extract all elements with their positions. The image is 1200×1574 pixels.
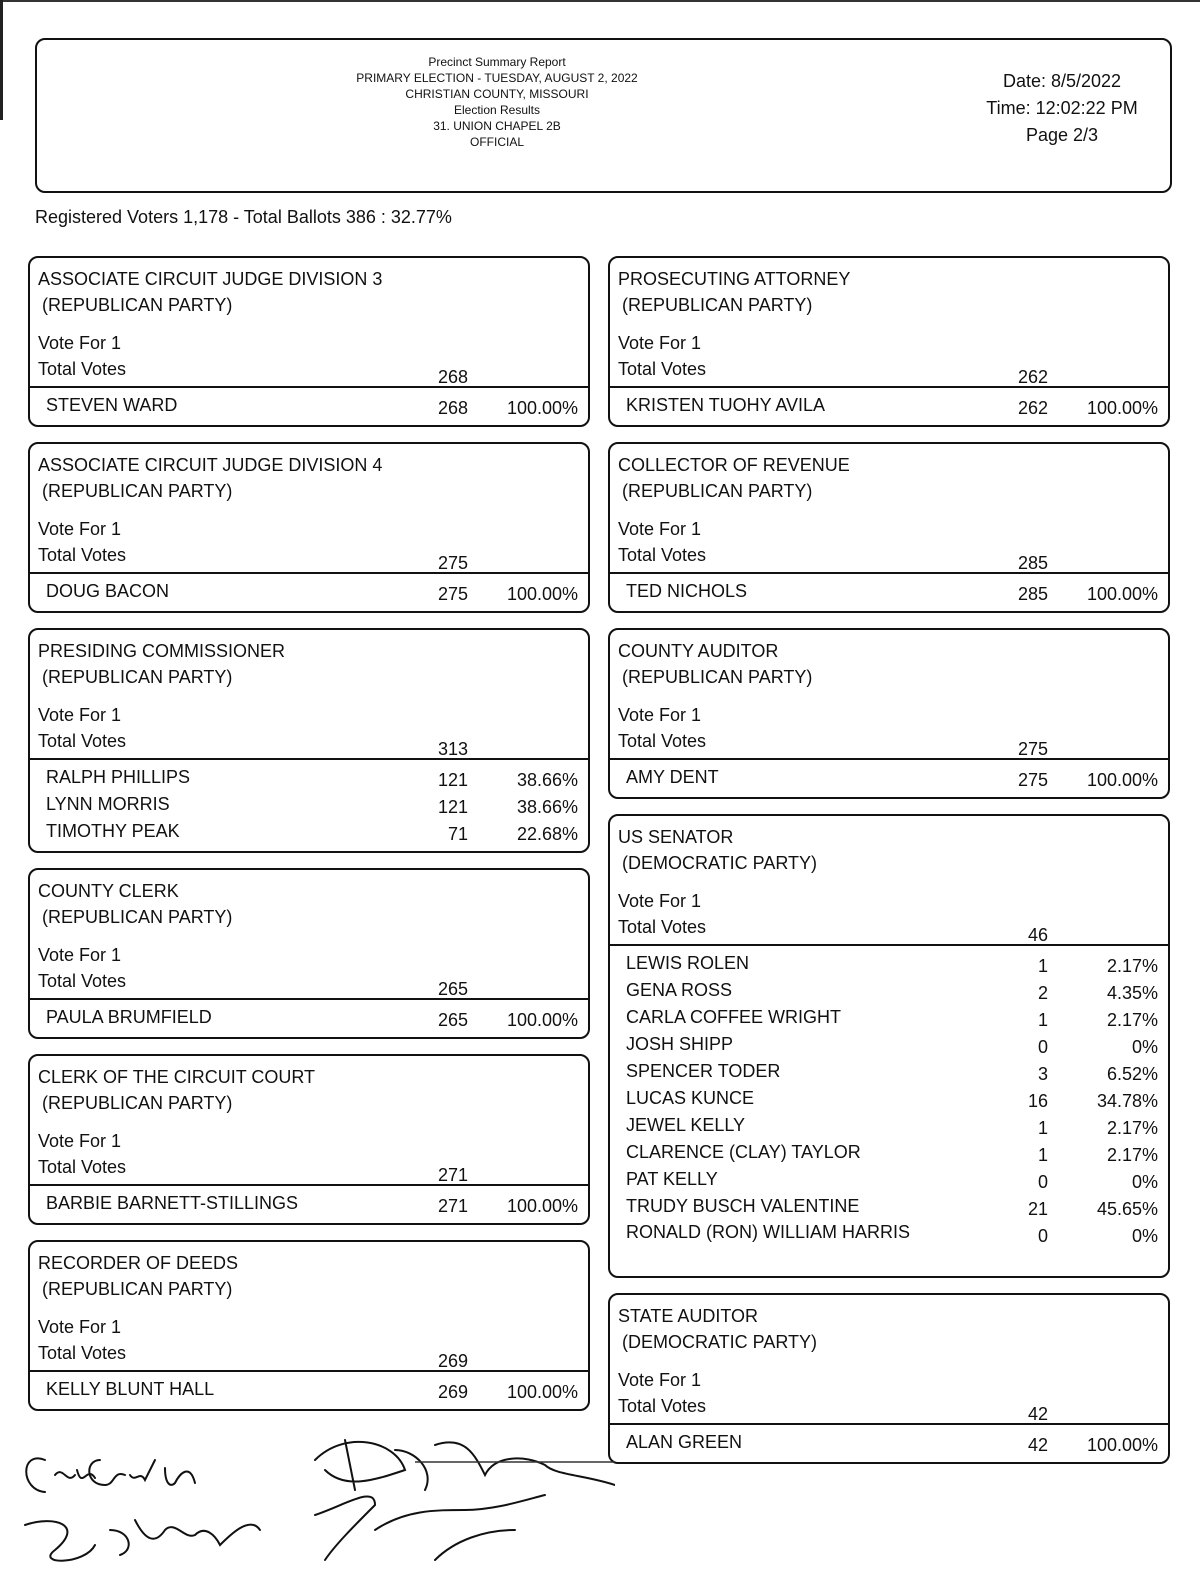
race-party: (REPUBLICAN PARTY) <box>42 481 233 501</box>
total-votes-value: 262 <box>1017 367 1048 387</box>
race-header <box>610 444 1168 572</box>
report-header <box>35 38 1172 193</box>
total-votes-row <box>38 968 580 998</box>
total-votes-value: 42 <box>1027 1404 1048 1424</box>
race-header <box>610 1295 1168 1423</box>
candidate-votes: 1 <box>1037 956 1048 976</box>
candidate-votes: 71 <box>447 824 468 844</box>
candidate-votes: 121 <box>437 797 468 817</box>
candidate-row <box>610 977 1168 1004</box>
race-header <box>30 444 588 572</box>
total-votes-label: Total Votes <box>618 545 707 565</box>
candidate-row <box>610 950 1168 977</box>
race-party: (REPUBLICAN PARTY) <box>622 295 813 315</box>
race-box <box>28 442 590 613</box>
candidate-name: RONALD (RON) WILLIAM HARRIS <box>626 1222 911 1242</box>
top-border-line <box>0 0 1200 6</box>
total-votes-row <box>38 1154 580 1184</box>
candidate-name: DOUG BACON <box>46 581 170 601</box>
candidate-name: KRISTEN TUOHY AVILA <box>626 395 826 415</box>
race-title: PROSECUTING ATTORNEY <box>618 269 851 289</box>
candidate-votes: 0 <box>1037 1037 1048 1057</box>
candidate-votes: 1 <box>1037 1010 1048 1030</box>
total-votes-row <box>618 728 1160 758</box>
candidate-percent: 100.00% <box>506 1382 578 1402</box>
candidate-name: PAT KELLY <box>626 1169 718 1189</box>
candidate-row <box>610 1220 1168 1270</box>
total-votes-label: Total Votes <box>38 731 127 751</box>
total-votes-value: 265 <box>437 979 468 999</box>
candidate-votes: 3 <box>1037 1064 1048 1084</box>
total-votes-row <box>618 914 1160 944</box>
candidate-votes: 1 <box>1037 1145 1048 1165</box>
candidate-votes: 42 <box>1027 1435 1048 1455</box>
race-title: COLLECTOR OF REVENUE <box>618 455 850 475</box>
candidate-percent: 100.00% <box>506 398 578 418</box>
candidate-row <box>610 392 1168 419</box>
candidate-votes: 275 <box>437 584 468 604</box>
candidate-votes: 21 <box>1027 1199 1048 1219</box>
race-title: COUNTY CLERK <box>38 881 179 901</box>
candidate-list <box>610 572 1168 611</box>
total-votes-row <box>38 728 580 758</box>
candidate-votes: 275 <box>1017 770 1048 790</box>
race-box <box>28 868 590 1039</box>
candidate-percent: 6.52% <box>1106 1064 1158 1084</box>
total-votes-row <box>618 542 1160 572</box>
candidate-row <box>610 1193 1168 1220</box>
candidate-row <box>610 578 1168 605</box>
candidate-votes: 268 <box>437 398 468 418</box>
candidate-percent: 100.00% <box>1086 584 1158 604</box>
total-votes-label: Total Votes <box>38 545 127 565</box>
candidate-name: SPENCER TODER <box>626 1061 781 1081</box>
signatures <box>15 1420 615 1570</box>
race-party: (REPUBLICAN PARTY) <box>42 295 233 315</box>
race-title: ASSOCIATE CIRCUIT JUDGE DIVISION 4 <box>38 455 383 475</box>
vote-for-label: Vote For 1 <box>38 945 122 965</box>
candidate-row <box>610 1031 1168 1058</box>
candidate-votes: 121 <box>437 770 468 790</box>
candidate-row <box>610 1085 1168 1112</box>
candidate-percent: 100.00% <box>506 1010 578 1030</box>
race-header <box>610 258 1168 386</box>
race-box <box>28 1240 590 1411</box>
left-column <box>28 256 590 1426</box>
race-party: (DEMOCRATIC PARTY) <box>622 853 818 873</box>
official-label: OFFICIAL <box>469 135 524 149</box>
total-votes-value: 271 <box>437 1165 468 1185</box>
race-party: (REPUBLICAN PARTY) <box>42 907 233 927</box>
total-votes-label: Total Votes <box>38 359 127 379</box>
race-header <box>30 1056 588 1184</box>
left-edge-mark <box>0 0 3 120</box>
total-votes-value: 275 <box>1017 739 1048 759</box>
candidate-votes: 16 <box>1027 1091 1048 1111</box>
candidate-percent: 100.00% <box>506 584 578 604</box>
candidate-row <box>610 1429 1168 1456</box>
right-column <box>608 256 1170 1479</box>
candidate-percent: 2.17% <box>1106 1118 1158 1138</box>
candidate-name: TIMOTHY PEAK <box>46 821 180 841</box>
total-votes-row <box>38 542 580 572</box>
total-votes-value: 269 <box>437 1351 468 1371</box>
candidate-row <box>610 1139 1168 1166</box>
candidate-name: CLARENCE (CLAY) TAYLOR <box>626 1142 861 1162</box>
vote-for-label: Vote For 1 <box>618 705 702 725</box>
candidate-list <box>30 1184 588 1223</box>
candidate-name: AMY DENT <box>626 767 719 787</box>
candidate-votes: 262 <box>1017 398 1048 418</box>
candidate-percent: 22.68% <box>516 824 578 844</box>
signature-carla-erwin <box>26 1458 195 1492</box>
registered-voters-summary: Registered Voters 1,178 - Total Ballots 386 : 32.77% <box>35 207 452 227</box>
vote-for-label: Vote For 1 <box>618 891 702 911</box>
race-party: (REPUBLICAN PARTY) <box>42 1093 233 1113</box>
total-votes-row <box>38 356 580 386</box>
candidate-percent: 0% <box>1131 1226 1158 1246</box>
candidate-row <box>30 1190 588 1217</box>
report-title: Precinct Summary Report <box>428 55 566 69</box>
candidate-votes: 285 <box>1017 584 1048 604</box>
candidate-row <box>30 392 588 419</box>
candidate-name: PAULA BRUMFIELD <box>46 1007 212 1027</box>
candidate-votes: 0 <box>1037 1172 1048 1192</box>
race-party: (REPUBLICAN PARTY) <box>622 481 813 501</box>
total-votes-row <box>618 356 1160 386</box>
candidate-row <box>30 1376 588 1403</box>
candidate-percent: 100.00% <box>506 1196 578 1216</box>
candidate-list <box>30 758 588 851</box>
candidate-row <box>30 764 588 791</box>
candidate-list <box>30 1370 588 1409</box>
race-box <box>28 256 590 427</box>
county-name: CHRISTIAN COUNTY, MISSOURI <box>405 87 589 101</box>
candidate-name: LUCAS KUNCE <box>626 1088 755 1108</box>
report-time: Time: 12:02:22 PM <box>986 98 1138 118</box>
candidate-name: TED NICHOLS <box>626 581 748 601</box>
candidate-row <box>610 764 1168 791</box>
race-box <box>608 814 1170 1278</box>
total-votes-label: Total Votes <box>618 359 707 379</box>
candidate-votes: 269 <box>437 1382 468 1402</box>
total-votes-value: 268 <box>437 367 468 387</box>
candidate-name: JEWEL KELLY <box>626 1115 746 1135</box>
vote-for-label: Vote For 1 <box>618 1370 702 1390</box>
vote-for-label: Vote For 1 <box>618 519 702 539</box>
candidate-list <box>30 386 588 425</box>
signature-fourth <box>315 1495 545 1560</box>
signature-robert-conder <box>315 1440 615 1490</box>
total-votes-label: Total Votes <box>38 1343 127 1363</box>
race-header <box>30 870 588 998</box>
total-votes-value: 285 <box>1017 553 1048 573</box>
race-title: RECORDER OF DEEDS <box>38 1253 239 1273</box>
total-votes-value: 313 <box>437 739 468 759</box>
candidate-percent: 34.78% <box>1096 1091 1158 1111</box>
race-title: ASSOCIATE CIRCUIT JUDGE DIVISION 3 <box>38 269 383 289</box>
candidate-row <box>30 1004 588 1031</box>
vote-for-label: Vote For 1 <box>618 333 702 353</box>
candidate-list <box>30 998 588 1037</box>
candidate-percent: 2.17% <box>1106 956 1158 976</box>
candidate-name: KELLY BLUNT HALL <box>46 1379 215 1399</box>
election-name: PRIMARY ELECTION - TUESDAY, AUGUST 2, 2022 <box>356 71 638 85</box>
candidate-percent: 45.65% <box>1096 1199 1158 1219</box>
candidate-percent: 100.00% <box>1086 398 1158 418</box>
total-votes-label: Total Votes <box>618 1396 707 1416</box>
candidate-list <box>610 758 1168 797</box>
total-votes-row <box>38 1340 580 1370</box>
candidate-percent: 4.35% <box>1106 983 1158 1003</box>
candidate-row <box>30 578 588 605</box>
candidate-row <box>610 1058 1168 1085</box>
candidate-percent: 100.00% <box>1086 1435 1158 1455</box>
vote-for-label: Vote For 1 <box>38 333 122 353</box>
race-box <box>608 442 1170 613</box>
race-header <box>30 630 588 758</box>
total-votes-row <box>618 1393 1160 1423</box>
total-votes-value: 275 <box>437 553 468 573</box>
candidate-percent: 38.66% <box>516 770 578 790</box>
race-header <box>610 630 1168 758</box>
race-header <box>30 258 588 386</box>
candidate-name: ALAN GREEN <box>626 1432 743 1452</box>
candidate-name: LEWIS ROLEN <box>626 953 750 973</box>
precinct-name: 31. UNION CHAPEL 2B <box>433 119 561 133</box>
race-title: STATE AUDITOR <box>618 1306 759 1326</box>
candidate-row <box>30 818 588 845</box>
candidate-list <box>610 386 1168 425</box>
results-label: Election Results <box>453 103 541 117</box>
race-header <box>610 816 1168 944</box>
race-party: (REPUBLICAN PARTY) <box>42 1279 233 1299</box>
candidate-votes: 271 <box>437 1196 468 1216</box>
candidate-name: JOSH SHIPP <box>626 1034 734 1054</box>
candidate-votes: 0 <box>1037 1226 1048 1246</box>
race-title: US SENATOR <box>618 827 734 847</box>
vote-for-label: Vote For 1 <box>38 1317 122 1337</box>
total-votes-value: 46 <box>1027 925 1048 945</box>
race-title: COUNTY AUDITOR <box>618 641 779 661</box>
candidate-name: GENA ROSS <box>626 980 733 1000</box>
race-box <box>28 628 590 853</box>
candidate-list <box>610 944 1168 1276</box>
candidate-list <box>610 1423 1168 1462</box>
candidate-percent: 2.17% <box>1106 1010 1158 1030</box>
race-box <box>28 1054 590 1225</box>
candidate-row <box>610 1166 1168 1193</box>
candidate-row <box>30 791 588 818</box>
race-party: (DEMOCRATIC PARTY) <box>622 1332 818 1352</box>
candidate-name: CARLA COFFEE WRIGHT <box>626 1007 842 1027</box>
candidate-percent: 0% <box>1131 1037 1158 1057</box>
candidate-row <box>610 1004 1168 1031</box>
vote-for-label: Vote For 1 <box>38 1131 122 1151</box>
candidate-percent: 100.00% <box>1086 770 1158 790</box>
candidate-list <box>30 572 588 611</box>
report-page: Page 2/3 <box>1025 125 1099 145</box>
candidate-name: TRUDY BUSCH VALENTINE <box>626 1196 860 1216</box>
report-date: Date: 8/5/2022 <box>1002 71 1122 91</box>
race-box <box>608 1293 1170 1464</box>
candidate-percent: 38.66% <box>516 797 578 817</box>
race-box <box>608 628 1170 799</box>
total-votes-label: Total Votes <box>618 731 707 751</box>
total-votes-label: Total Votes <box>618 917 707 937</box>
total-votes-label: Total Votes <box>38 971 127 991</box>
candidate-name: LYNN MORRIS <box>46 794 170 814</box>
candidate-percent: 2.17% <box>1106 1145 1158 1165</box>
candidate-votes: 2 <box>1037 983 1048 1003</box>
candidate-row <box>610 1112 1168 1139</box>
report-meta <box>962 68 1162 149</box>
race-title: PRESIDING COMMISSIONER <box>38 641 286 661</box>
candidate-votes: 265 <box>437 1010 468 1030</box>
candidate-name: RALPH PHILLIPS <box>46 767 191 787</box>
race-party: (REPUBLICAN PARTY) <box>42 667 233 687</box>
report-header-title-block <box>287 54 707 150</box>
race-box <box>608 256 1170 427</box>
candidate-votes: 1 <box>1037 1118 1048 1138</box>
race-title: CLERK OF THE CIRCUIT COURT <box>38 1067 316 1087</box>
candidate-name: BARBIE BARNETT-STILLINGS <box>46 1193 299 1213</box>
race-party: (REPUBLICAN PARTY) <box>622 667 813 687</box>
candidate-name: STEVEN WARD <box>46 395 178 415</box>
signature-lisa-russell <box>25 1520 260 1561</box>
vote-for-label: Vote For 1 <box>38 519 122 539</box>
race-header <box>30 1242 588 1370</box>
total-votes-label: Total Votes <box>38 1157 127 1177</box>
vote-for-label: Vote For 1 <box>38 705 122 725</box>
candidate-percent: 0% <box>1131 1172 1158 1192</box>
